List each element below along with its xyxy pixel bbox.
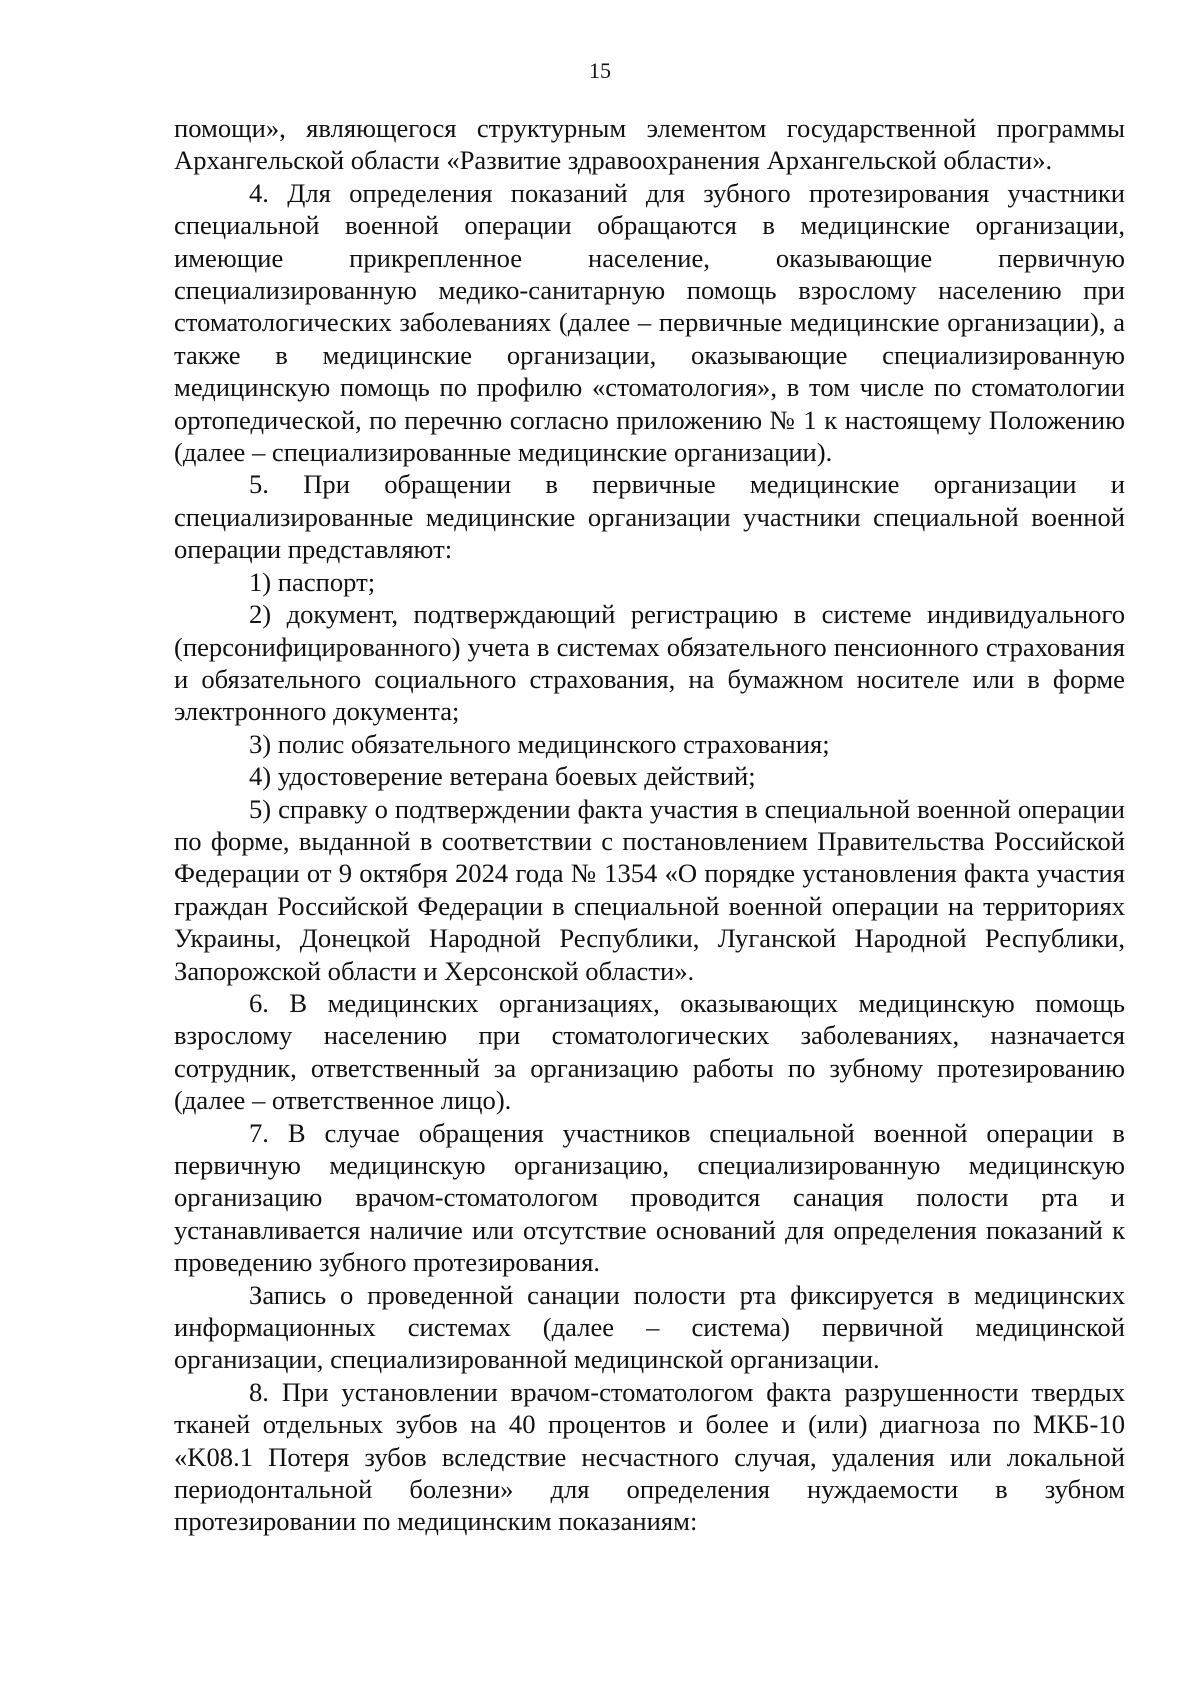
list-item-insurance-policy: 3) полис обязательного медицинского страхования; bbox=[249, 728, 830, 759]
paragraph-item-6: 6. В медицинских организациях, оказывающих медицинскую помощь взрослому населению при стоматологических заболеваниях, назначается сотрудник, ответственный за организацию работы по зубному протезированию (далее – ответственное лицо). bbox=[174, 987, 1125, 1116]
list-item-registration-document: 2) документ, подтверждающий регистрацию в системе индивидуального (персонифицированного) учета в системах обязательного пенсионного страхования и обязательного социального страхования, на бумажном носителе или в форме электронного документа; bbox=[174, 599, 1125, 727]
document-body bbox=[174, 112, 1125, 1538]
paragraph-continuation: помощи», являющегося структурным элементом государственной программы Архангельской области «Развитие здравоохранения Архангельской области». bbox=[174, 113, 1125, 176]
list-item-veteran-certificate: 4) удостоверение ветерана боевых действий; bbox=[249, 761, 756, 792]
list-item-participation-certificate: 5) справку о подтверждении факта участия в специальной военной операции по форме, выданной в соответствии с постановлением Правительства Российской Федерации от 9 октября 2024 года № 1354 «О порядке установления факта участия граждан Российской Федерации в специальной военной операции на территориях Украины, Донецкой Народной Республики, Луганской Народной Республики, Запорожской области и Херсонской области». bbox=[174, 793, 1125, 986]
paragraph-item-5: 5. При обращении в первичные медицинские организации и специализированные медицинские организации участники специальной военной операции представляют: bbox=[174, 469, 1125, 565]
paragraph-item-8: 8. При установлении врачом-стоматологом факта разрушенности твердых тканей отдельных зубов на 40 процентов и более и (или) диагноза по МКБ-10 «K08.1 Потеря зубов вследствие несчастного случая, удаления или локальной периодонтальной болезни» для определения нуждаемости в зубном протезировании по медицинским показаниям: bbox=[174, 1376, 1125, 1537]
paragraph-item-7: 7. В случае обращения участников специальной военной операции в первичную медицинскую организацию, специализированную медицинскую организацию врачом-стоматологом проводится санация полости рта и устанавливается наличие или отсутствие оснований для определения показаний к проведению зубного протезирования. bbox=[174, 1117, 1125, 1278]
list-item-passport: 1) паспорт; bbox=[249, 566, 376, 597]
paragraph-sanitation-record: Запись о проведенной санации полости рта фиксируется в медицинских информационных системах (далее – система) первичной медицинской организации, специализированной медицинской организации. bbox=[174, 1279, 1125, 1375]
page-number: 15 bbox=[589, 58, 611, 83]
paragraph-item-4: 4. Для определения показаний для зубного протезирования участники специальной военной операции обращаются в медицинские организации, имеющие прикрепленное население, оказывающие первичную специализированную медико-санитарную помощь взрослому населению при стоматологических заболеваниях (далее – первичные медицинские организации), а также в медицинские организации, оказывающие специализированную медицинскую помощь по профилю «стоматология», в том числе по стоматологии ортопедической, по перечню согласно приложению № 1 к настоящему Положению (далее – специализированные медицинские организации). bbox=[174, 177, 1125, 468]
